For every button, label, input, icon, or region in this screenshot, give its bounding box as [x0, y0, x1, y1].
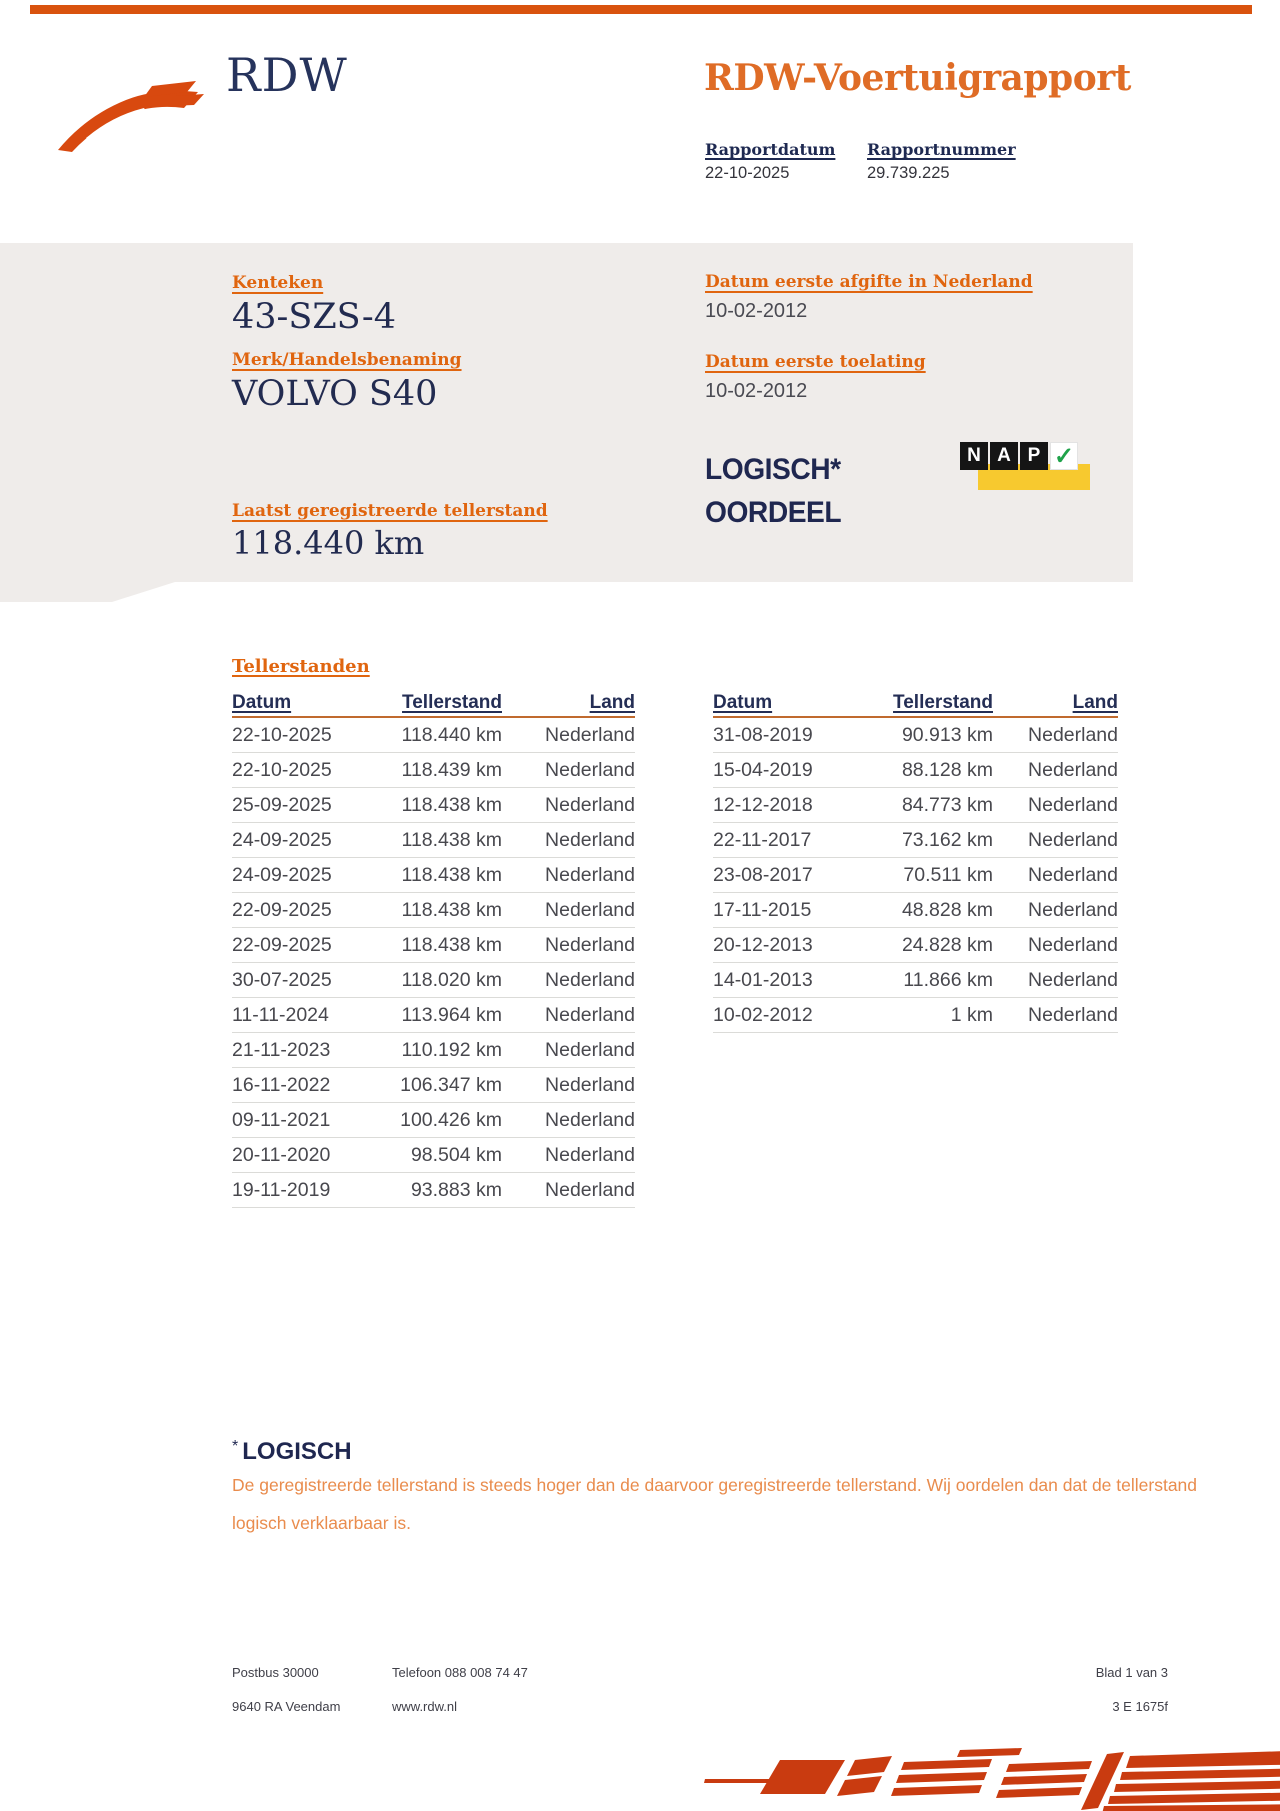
- nap-letter-n: N: [960, 442, 988, 470]
- afgifte-label: Datum eerste afgifte in Nederland: [705, 272, 1033, 292]
- oordeel-label: OORDEEL: [705, 496, 842, 529]
- header-land: Land: [589, 692, 635, 713]
- row-tellerstand: 1 km: [950, 1003, 993, 1026]
- footer-plaats: 9640 RA Veendam: [232, 1699, 341, 1714]
- table-row: [232, 788, 635, 823]
- row-land: Nederland: [545, 1178, 635, 1201]
- row-land: Nederland: [545, 723, 635, 746]
- table-row: [713, 893, 1118, 928]
- row-land: Nederland: [545, 968, 635, 991]
- row-datum: 17-11-2015: [713, 898, 812, 921]
- row-land: Nederland: [1028, 968, 1118, 991]
- table-header-row: [232, 688, 635, 718]
- row-tellerstand: 118.440 km: [401, 723, 502, 746]
- tellerstand-value: 118.440 km: [232, 524, 425, 562]
- table-row: [232, 1173, 635, 1208]
- merk-label: Merk/Handelsbenaming: [232, 350, 462, 370]
- row-tellerstand: 11.866 km: [903, 968, 993, 991]
- footer-form-code: 3 E 1675f: [1112, 1699, 1168, 1714]
- table-row: [713, 998, 1118, 1033]
- row-datum: 22-11-2017: [713, 828, 812, 851]
- row-tellerstand: 84.773 km: [901, 793, 993, 816]
- afgifte-value: 10-02-2012: [705, 300, 808, 322]
- oordeel-block: [705, 448, 841, 534]
- table-row: [713, 963, 1118, 998]
- table-row: [232, 858, 635, 893]
- row-land: Nederland: [1028, 933, 1118, 956]
- row-datum: 22-09-2025: [232, 898, 332, 921]
- table-row: [713, 753, 1118, 788]
- kenteken-label: Kenteken: [232, 273, 324, 293]
- top-accent-bar: [30, 5, 1252, 14]
- row-tellerstand: 98.504 km: [410, 1143, 502, 1166]
- table-row: [232, 718, 635, 753]
- table-row: [713, 823, 1118, 858]
- nap-logo: [952, 440, 1092, 494]
- table-row: [232, 823, 635, 858]
- row-tellerstand: 118.438 km: [401, 863, 502, 886]
- row-land: Nederland: [545, 933, 635, 956]
- row-tellerstand: 100.426 km: [400, 1108, 502, 1131]
- row-land: Nederland: [545, 1073, 635, 1096]
- footnote-text: De geregistreerde tellerstand is steeds hoger dan de daarvoor geregistreerde tellerstand. Wij oordelen dan dat de tellerstand logisch verklaarbaar is.: [232, 1475, 1198, 1533]
- tellerstanden-heading: Tellerstanden: [232, 656, 370, 677]
- report-number-label: Rapportnummer: [867, 140, 1016, 159]
- row-tellerstand: 73.162 km: [901, 828, 993, 851]
- table-row: [232, 1103, 635, 1138]
- row-tellerstand: 24.828 km: [901, 933, 993, 956]
- rdw-footer-graphic: [660, 1748, 1280, 1811]
- table-row: [713, 718, 1118, 753]
- row-land: Nederland: [1028, 793, 1118, 816]
- footer-telefoon: Telefoon 088 008 74 47: [392, 1665, 528, 1680]
- header-datum: Datum: [713, 692, 773, 713]
- footnote-title: [232, 1438, 352, 1466]
- table-row: [232, 998, 635, 1033]
- page-title: RDW-Voertuigrapport: [704, 57, 1131, 99]
- header-tellerstand: Tellerstand: [893, 692, 993, 713]
- row-land: Nederland: [545, 793, 635, 816]
- table-row: [232, 1138, 635, 1173]
- table-row: [232, 928, 635, 963]
- footer-website: www.rdw.nl: [392, 1699, 458, 1714]
- row-datum: 20-11-2020: [232, 1143, 331, 1166]
- toelating-label: Datum eerste toelating: [705, 352, 926, 372]
- row-land: Nederland: [1028, 898, 1118, 921]
- header-datum: Datum: [232, 692, 292, 713]
- report-number-value: 29.739.225: [867, 164, 950, 182]
- row-land: Nederland: [1028, 723, 1118, 746]
- row-land: Nederland: [545, 863, 635, 886]
- row-tellerstand: 118.438 km: [401, 793, 502, 816]
- row-datum: 30-07-2025: [232, 968, 332, 991]
- table-row: [713, 928, 1118, 963]
- row-land: Nederland: [1028, 1003, 1118, 1026]
- footnote-title-text: LOGISCH: [242, 1438, 352, 1465]
- row-land: Nederland: [545, 898, 635, 921]
- row-land: Nederland: [1028, 828, 1118, 851]
- row-datum: 22-10-2025: [232, 758, 332, 781]
- row-datum: 15-04-2019: [713, 758, 813, 781]
- footer-page-number: Blad 1 van 3: [1095, 1665, 1168, 1680]
- row-tellerstand: 106.347 km: [400, 1073, 502, 1096]
- row-tellerstand: 88.128 km: [901, 758, 993, 781]
- row-tellerstand: 93.883 km: [410, 1178, 502, 1201]
- table-header-row: [713, 688, 1118, 718]
- row-datum: 20-12-2013: [713, 933, 813, 956]
- logo-wordmark: RDW: [226, 48, 348, 102]
- row-datum: 14-01-2013: [713, 968, 813, 991]
- report-date-label: Rapportdatum: [705, 140, 836, 159]
- table-row: [232, 753, 635, 788]
- table-row: [713, 858, 1118, 893]
- row-land: Nederland: [1028, 758, 1118, 781]
- row-tellerstand: 118.439 km: [401, 758, 502, 781]
- report-date-value: 22-10-2025: [705, 164, 790, 182]
- row-datum: 23-08-2017: [713, 863, 813, 886]
- row-datum: 09-11-2021: [232, 1108, 331, 1131]
- table-row: [232, 963, 635, 998]
- row-datum: 19-11-2019: [232, 1178, 331, 1201]
- header-tellerstand: Tellerstand: [402, 692, 502, 713]
- footnote-asterisk: *: [232, 1438, 239, 1455]
- table-row: [232, 893, 635, 928]
- row-tellerstand: 70.511 km: [903, 863, 993, 886]
- toelating-value: 10-02-2012: [705, 380, 808, 402]
- row-datum: 25-09-2025: [232, 793, 332, 816]
- row-datum: 10-02-2012: [713, 1003, 813, 1026]
- nap-letter-tiles: [960, 442, 1078, 470]
- row-datum: 24-09-2025: [232, 828, 332, 851]
- summary-panel: [0, 243, 1133, 602]
- row-land: Nederland: [1028, 863, 1118, 886]
- row-tellerstand: 90.913 km: [901, 723, 993, 746]
- row-tellerstand: 48.828 km: [901, 898, 993, 921]
- row-land: Nederland: [545, 828, 635, 851]
- tellerstanden-table-left: [232, 688, 635, 1208]
- row-tellerstand: 118.438 km: [401, 933, 502, 956]
- row-datum: 24-09-2025: [232, 863, 332, 886]
- row-land: Nederland: [545, 1003, 635, 1026]
- footer-postbus: Postbus 30000: [232, 1665, 319, 1680]
- table-body: [713, 718, 1118, 1033]
- row-tellerstand: 118.438 km: [401, 898, 502, 921]
- nap-letter-a: A: [990, 442, 1018, 470]
- row-datum: 22-09-2025: [232, 933, 332, 956]
- table-row: [232, 1033, 635, 1068]
- nap-letter-p: P: [1020, 442, 1048, 470]
- row-datum: 16-11-2022: [232, 1073, 331, 1096]
- oordeel-value: LOGISCH*: [705, 453, 841, 486]
- rdw-logo-swoosh-icon: [56, 80, 206, 160]
- row-land: Nederland: [545, 1143, 635, 1166]
- merk-value: VOLVO S40: [232, 374, 438, 414]
- row-land: Nederland: [545, 758, 635, 781]
- table-row: [232, 1068, 635, 1103]
- row-land: Nederland: [545, 1108, 635, 1131]
- row-tellerstand: 118.438 km: [401, 828, 502, 851]
- row-datum: 21-11-2023: [232, 1038, 331, 1061]
- row-datum: 12-12-2018: [713, 793, 813, 816]
- kenteken-value: 43-SZS-4: [232, 297, 397, 337]
- row-tellerstand: 113.964 km: [401, 1003, 502, 1026]
- row-land: Nederland: [545, 1038, 635, 1061]
- table-body: [232, 718, 635, 1208]
- row-datum: 11-11-2024: [232, 1003, 329, 1026]
- tellerstanden-table-right: [713, 688, 1118, 1033]
- table-row: [713, 788, 1118, 823]
- row-tellerstand: 118.020 km: [401, 968, 502, 991]
- row-datum: 22-10-2025: [232, 723, 332, 746]
- row-tellerstand: 110.192 km: [401, 1038, 502, 1061]
- nap-checkmark-icon: ✓: [1050, 442, 1078, 470]
- row-datum: 31-08-2019: [713, 723, 813, 746]
- header-land: Land: [1072, 692, 1118, 713]
- tellerstand-label: Laatst geregistreerde tellerstand: [232, 501, 548, 521]
